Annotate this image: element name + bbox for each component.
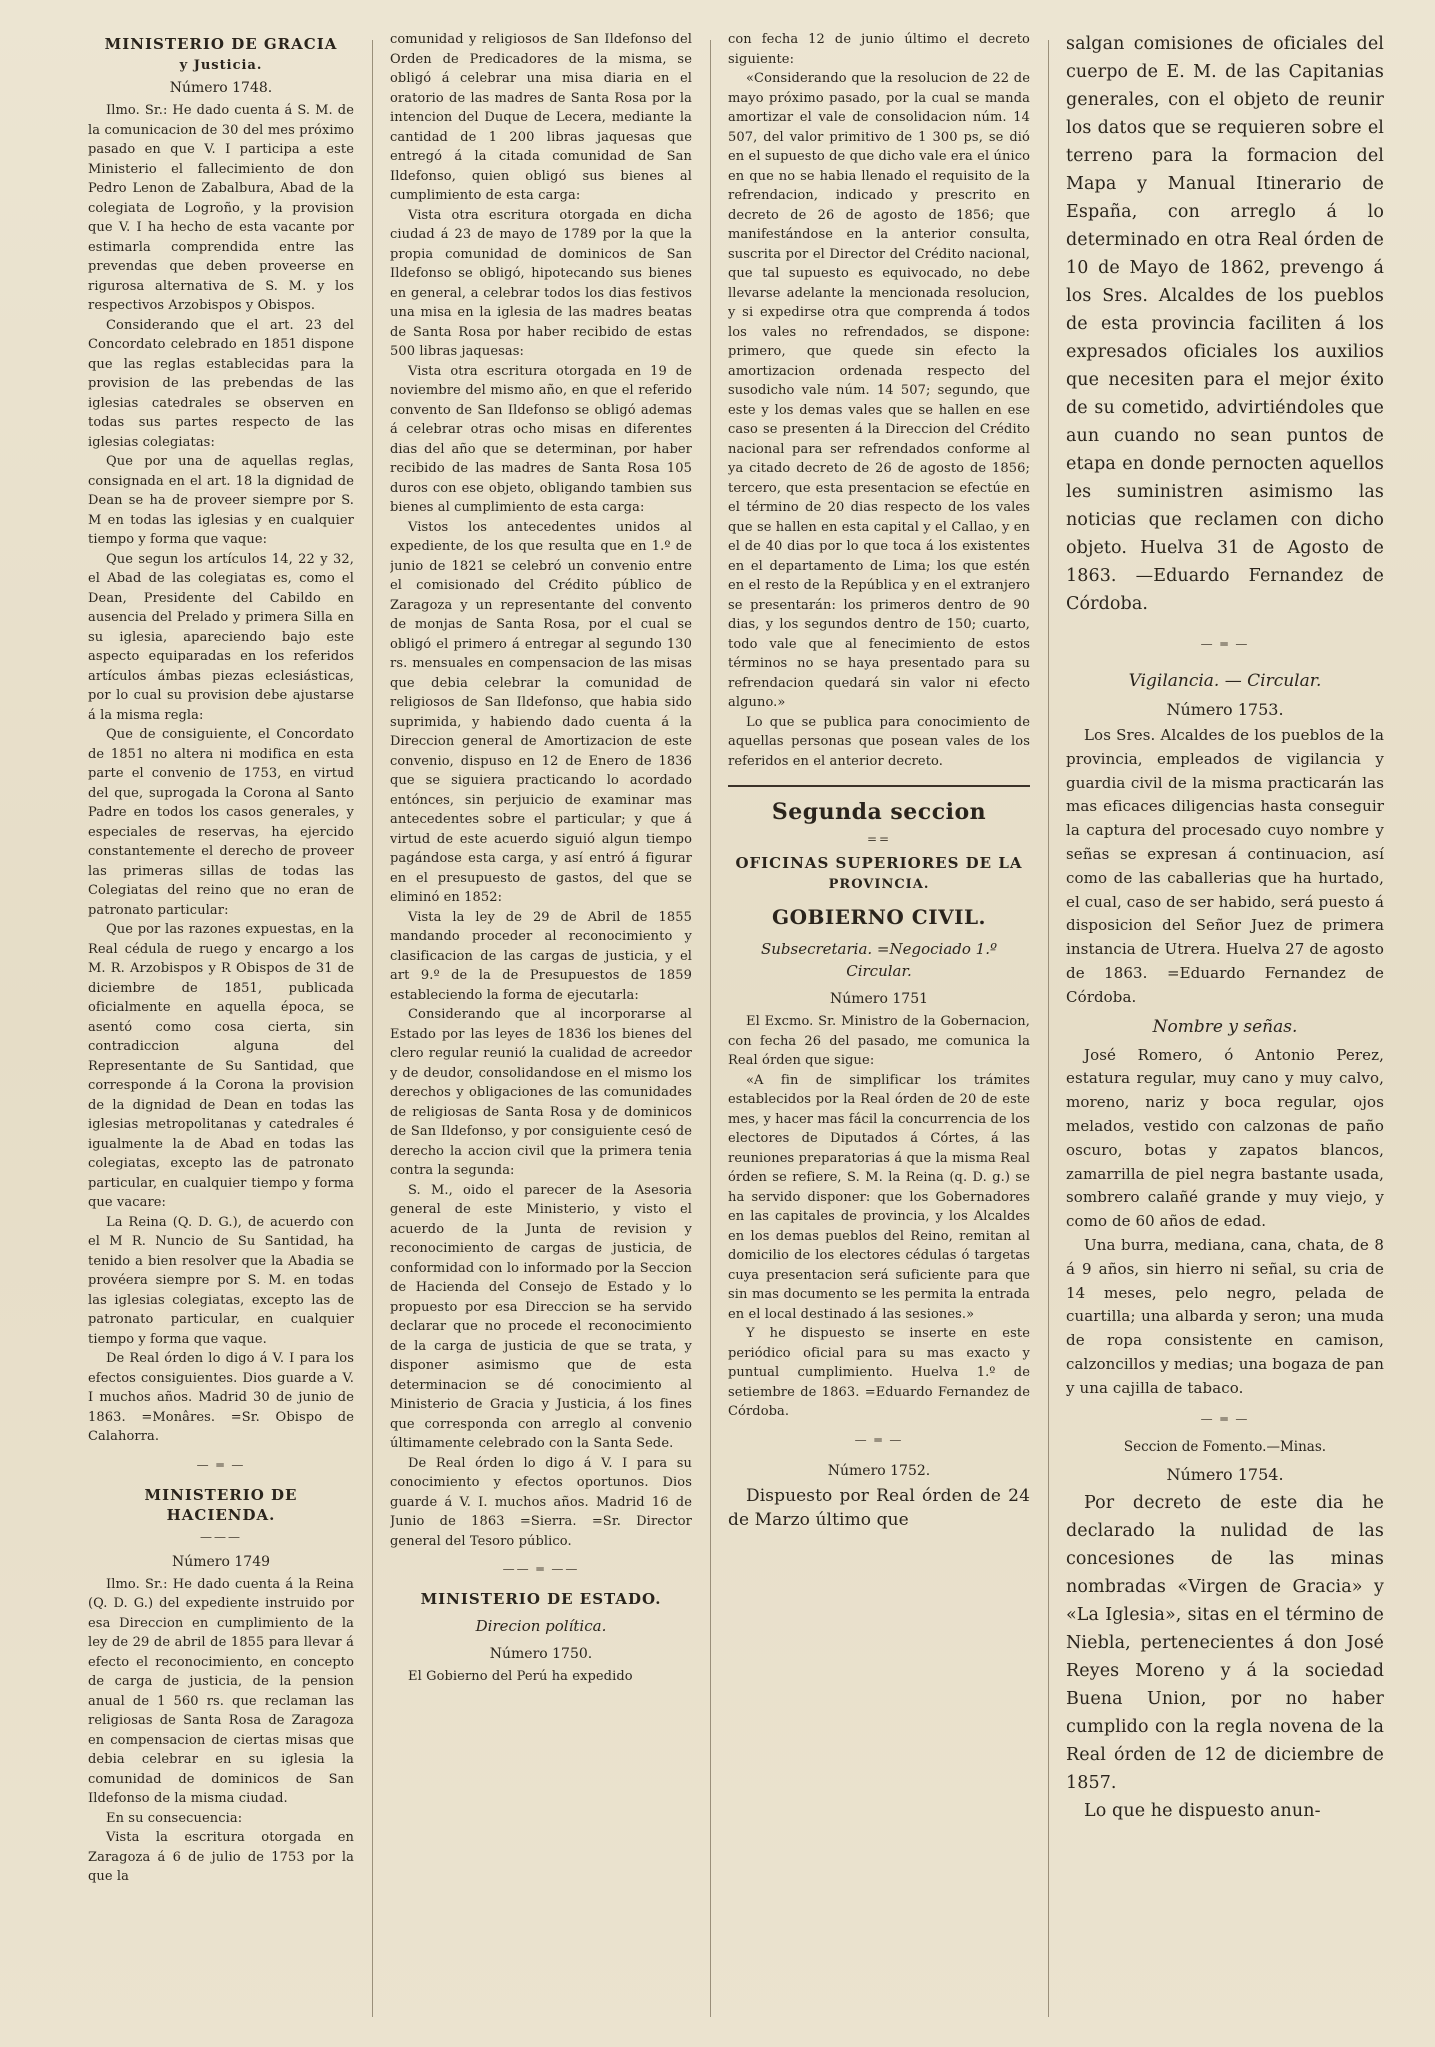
column-3 [728, 30, 1030, 2043]
segunda-seccion-heading: Segunda seccion [771, 799, 987, 825]
ministry-gracia-subheading: y Justicia. [179, 58, 263, 73]
paragraph: José Romero, ó Antonio Perez, estatura regular, muy cano y muy calvo, moreno, nariz y boca regular, ojos melados, vestido con calzonas de paño oscuro, botas y zapatos blancos, zamarrilla de piel negra bastante usada, sombrero calañé grande y muy viejo, y como de 60 años de edad. [1066, 1045, 1384, 1231]
paragraph: El Gobierno del Perú ha expedido [408, 1669, 633, 1684]
ministry-gracia-heading: MINISTERIO DE GRACIA [104, 35, 338, 53]
paragraph: Lo que se publica para conocimiento de aquellas personas que posean vales de los referidos en el anterior decreto. [728, 714, 1030, 769]
paragraph: con fecha 12 de junio último el decreto siguiente: [728, 32, 1030, 67]
decree-number: Número 1753. [1166, 700, 1284, 719]
decree-number: Número 1752. [827, 1462, 931, 1479]
separator: == [866, 832, 892, 846]
separator: ——— [200, 1529, 242, 1544]
decree-number: Número 1749 [171, 1553, 271, 1570]
paragraph: Vista la escritura otorgada en Zaragoza á 6 de julio de 1753 por la que la [88, 1830, 354, 1884]
column-4 [1066, 30, 1384, 2043]
paragraph: Vista la ley de 29 de Abril de 1855 mandando proceder al reconocimiento y clasificacion de las cargas de justicia, y el art 9.º de la de Presupuestos de 1859 estableciendo la forma de ejecutarla: [390, 909, 692, 1003]
decree-number: Número 1751 [829, 991, 929, 1007]
paragraph: Considerando que el art. 23 del Concordato celebrado en 1851 dispone que las reglas establecidas para la provision de las prebendas de las iglesias catedrales se observen en todas sus partes respecto de las iglesias colegiatas: [88, 317, 354, 450]
oficinas-heading: OFICINAS SUPERIORES DE LA [735, 854, 1023, 872]
column-2 [390, 30, 692, 2043]
ministry-hacienda-heading: MINISTERIO DE HACIENDA. [144, 1485, 298, 1524]
paragraph: En su consecuencia: [106, 1810, 243, 1826]
paragraph: Ilmo. Sr.: He dado cuenta á la Reina (Q. D. G.) del expediente instruido por esa Direccion en cumplimiento de la ley de 29 de abril de 1855 para llevar á efecto el reconocimiento, en concepto de carga de justicia, de la pension anual de 1 560 rs. que reclaman las religiosas de Santa Rosa de Zaragoza en compensacion de ciertas misas que debia celebrar en su iglesia la comunidad de dominicos de San Ildefonso de la misma ciudad. [88, 1576, 354, 1806]
gobierno-civil-heading: GOBIERNO CIVIL. [772, 905, 986, 929]
nombre-heading: Nombre y señas. [1152, 1016, 1298, 1037]
paragraph: Una burra, mediana, cana, chata, de 8 á 9 años, sin hierro ni señal, su cria de 14 meses, pelo negro, pelada de cuartilla; una albarda y seron; una muda de ropa consistente en camison, calzoncillos y medias; una bogaza de pan y una cajilla de tabaco. [1066, 1235, 1384, 1397]
separator: — ═ — [196, 1457, 246, 1472]
fomento-heading: Seccion de Fomento.—Minas. [1123, 1438, 1327, 1455]
section-rule [728, 785, 1030, 787]
paragraph: Considerando que al incorporarse al Estado por las leyes de 1836 los bienes del clero regular reunió la cualidad de acreedor y de deudor, consolidandose en el mismo los derechos y obligaciones de las comunidades de religiosas de Santa Rosa y de dominicos de San Ildefonso, y por consiguiente cesó de derecho la accion civil que la primera tenia contra la segunda: [390, 1007, 692, 1178]
separator: —— ═ —— [502, 1562, 580, 1576]
paragraph: Los Sres. Alcaldes de los pueblos de la provincia, empleados de vigilancia y guardia civil de la misma practicarán las mas eficaces diligencias hasta conseguir la captura del procesado cuyo nombre y señas se expresan á continuacion, así como de las caballerias que ha hurtado, el cual, caso de ser habido, será puesto á disposicion del Señor Juez de primera instancia de Utrera. Huelva 27 de agosto de 1863. =Eduardo Fernandez de Córdoba. [1066, 726, 1384, 1006]
ministry-estado-heading: MINISTERIO DE ESTADO. [420, 1590, 662, 1608]
paragraph: Por decreto de este dia he declarado la nulidad de las concesiones de las minas nombradas «Virgen de Gracia» y «La Iglesia», sitas en el término de Niebla, pertenecientes á don José Reyes Moreno y á la sociedad Buena Union, por no haber cumplido con la regla novena de la Real órden de 12 de diciembre de 1857. [1066, 1492, 1384, 1793]
separator: — ═ — [1200, 637, 1250, 651]
decree-number: Número 1748. [169, 80, 273, 96]
paragraph: Ilmo. Sr.: He dado cuenta á S. M. de la comunicacion de 30 del mes próximo pasado en que V. I participa a este Ministerio el fallecimiento de don Pedro Lenon de Zabalbura, Abad de la colegiata de Logroño, y la provision que V. I ha hecho de esta vacante por estimarla comprendida entre las prevendas que deben proveerse en rigurosa alternativa de S. M. y los respectivos Arzobispos y Obispos. [88, 103, 354, 313]
paragraph: Dispuesto por Real órden de 24 de Marzo último que [728, 1485, 1030, 1530]
paragraph: Que segun los artículos 14, 22 y 32, el Abad de las colegiatas es, como el Dean, Presidente del Cabildo en ausencia del Prelado y primera Silla en su iglesia, apareciendo bajo este aspecto equiparadas en los referidos artículos ámbas piezas eclesiásticas, por lo cual su provision debe ajustarse á la misma regla: [88, 551, 354, 723]
circular-heading: Circular. [846, 962, 912, 980]
paragraph: S. M., oido el parecer de la Asesoria general de este Ministerio, y visto el acuerdo de la Junta de revision y reconocimiento de cargas de justicia, de conformidad con lo informado por la Seccion de Hacienda del Consejo de Estado y lo propuesto por esa Direccion se ha servido declarar que no procede el reconocimiento de la carga de justicia de que se trata, y disponer asimismo que de esta determinacion se dé conocimiento al Ministerio de Gracia y Justicia, á los fines que corresponda con arreglo al convenio últimamente celebrado con la Santa Sede. [390, 1182, 692, 1451]
column-1 [88, 30, 354, 2043]
paragraph: Vista otra escritura otorgada en 19 de noviembre del mismo año, en que el referido convento de San Ildefonso se obligó ademas á celebrar otras ocho misas en diferentes dias del año que se determinan, por haber recibido de las madres de Santa Rosa 105 duros con ese objeto, obligando tambien sus bienes al cumplimiento de esta carga: [390, 363, 692, 515]
paragraph: Que por las razones expuestas, en la Real cédula de ruego y encargo a los M. R. Arzobispos y R Obispos de 31 de diciembre de 1851, publicada oficialmente en aquella época, se asentó como cosa cierta, sin contradiccion alguna del Representante de Su Santidad, que corresponde á la Corona la provision de la dignidad de Dean en todas las iglesias metropolitanas y catedrales é igualmente la de Abad en todas las colegiatas, excepto las de patronato particular, en cualquier tiempo y forma que vacare: [88, 922, 354, 1210]
separator: — ═ — [1200, 1411, 1250, 1426]
paragraph: Que de consiguiente, el Concordato de 1851 no altera ni modifica en esta parte el convenio de 1753, en virtud del que, suprogada la Corona al Santo Padre en todos los casos generales, y especiales de reservas, ha ejercido constantemente el derecho de proveer las primeras sillas de todas las Colegiatas del reino que no eran de patronato particular: [88, 727, 354, 918]
direccion-heading: Direcion política. [475, 1617, 607, 1635]
subsecretaria-heading: Subsecretaria. =Negociado 1.º [760, 940, 998, 958]
decree-number: Número 1754. [1166, 1464, 1284, 1484]
paragraph: De Real órden lo digo á V. I para los efectos consiguientes. Dios guarde a V. I muchos años. Madrid 30 de junio de 1863. =Monâres. =Sr. Obispo de Calahorra. [88, 1351, 354, 1444]
vigilancia-heading: Vigilancia. — Circular. [1128, 671, 1322, 691]
separator: — ═ — [854, 1432, 904, 1447]
paragraph: Y he dispuesto se inserte en este periódico oficial para su mas exacto y puntual cumplimiento. Huelva 1.º de setiembre de 1863. =Eduardo Fernandez de Córdoba. [728, 1326, 1030, 1419]
paragraph: Vista otra escritura otorgada en dicha ciudad á 23 de mayo de 1789 por la que la propia comunidad de dominicos de San Ildefonso se obligó, hipotecando sus bienes en general, a celebrar todos los dias festivos una misa en la iglesia de las madres beatas de Santa Rosa por haber recibido de estas 500 libras jaquesas: [390, 207, 692, 359]
paragraph: salgan comisiones de oficiales del cuerpo de E. M. de las Capitanias generales, con el objeto de reunir los datos que se requieren sobre el terreno para la formacion del Mapa y Manual Itinerario de España, con arreglo á lo determinado en otra Real órden de 10 de Mayo de 1862, prevengo á los Sres. Alcaldes de los pueblos de esta provincia faciliten á los expresados oficiales los auxilios que necesiten para el mejor éxito de su cometido, advirtiéndoles que aun cuando no sean puntos de etapa en donde pernocten aquellos les suministren asimismo las noticias que reclamen con dicho objeto. Huelva 31 de Agosto de 1863. —Eduardo Fernandez de Córdoba. [1066, 34, 1384, 614]
paragraph: Vistos los antecedentes unidos al expediente, de los que resulta que en 1.º de junio de 1821 se celebró un convenio entre el comisionado del Crédito público de Zaragoza y un representante del convento de monjas de Santa Rosa, por el cual se obligó el primero á entregar al segundo 130 rs. mensuales en compensacion de las misas que debia celebrar la comunidad de religiosos de San Ildefonso, que habia sido suprimida, y habiendo dado cuenta á la Direccion general de Amortizacion de este convenio, dispuso en 12 de Enero de 1836 que se siguiera practicando lo acordado entónces, sin perjuicio de examinar mas antecedentes sobre el particular; y que á virtud de este acuerdo siguió algun tiempo pagándose esta carga, y así entró á figurar en el presupuesto de gastos, del que se eliminó en 1852: [390, 519, 692, 905]
paragraph: De Real órden lo digo á V. I para su conocimiento y efectos oportunos. Dios guarde á V. I. muchos años. Madrid 16 de Junio de 1863 =Sierra. =Sr. Director general del Tesoro público. [390, 1455, 692, 1549]
paragraph: comunidad y religiosos de San Ildefonso del Orden de Predicadores de la misma, se obligó á celebrar una misa diaria en el oratorio de las madres de Santa Rosa por la intencion del Duque de Lecera, mediante la cantidad de 1 200 libras jaquesas que entregó á la citada comunidad de San Ildefonso, quien obligó sus bienes al cumplimiento de esta carga: [390, 32, 692, 203]
decree-number: Número 1750. [489, 1646, 593, 1662]
paragraph: El Excmo. Sr. Ministro de la Gobernacion, con fecha 26 del pasado, me comunica la Real órden que sigue: [728, 1014, 1030, 1068]
provincia-heading: PROVINCIA. [828, 877, 930, 892]
paragraph: «A fin de simplificar los trámites establecidos por la Real órden de 20 de este mes, y hacer mas fácil la concurrencia de los electores de Diputados á Córtes, á las reuniones preparatorias á que la misma Real órden se refiere, S. M. la Reina (q. D. g.) se ha servido disponer: que los Gobernadores en las capitales de provincia, y los Alcaldes en los demas pueblos del Reino, remitan al domicilio de los electores cédulas ó targetas cuya presentacion será suficiente para que sin mas documento se les permita la entrada en el local destinado á las sesiones.» [728, 1072, 1030, 1322]
paragraph: Lo que he dispuesto anun- [1084, 1800, 1321, 1821]
paragraph: Que por una de aquellas reglas, consignada en el art. 18 la dignidad de Dean se ha de proveer siempre por S. M en todas las iglesias y en cualquier tiempo y forma que vaque: [88, 454, 354, 547]
paragraph: «Considerando que la resolucion de 22 de mayo próximo pasado, por la cual se manda amortizar el vale de consolidacion núm. 14 507, del valor primitivo de 1 300 ps, se dió en el supuesto de que dicho vale era el único en que no se habia llenado el requisito de la refrendacion, indicado y prescrito en decreto de 26 de agosto de 1856; que manifestándose en la anterior consulta, suscrita por el Director del Crédito nacional, que tal supuesto es equivocado, no debe llevarse adelante la mencionada resolucion, y si expedirse otra que comprenda á todos los vales no refrendados, se dispone: primero, que quede sin efecto la amortizacion ordenada respecto del susodicho vale núm. 14 507; segundo, que este y los demas vales que se hallen en ese caso se presenten á la Direccion del Crédito nacional para ser refrendados conforme al ya citado decreto de 26 de agosto de 1856; tercero, que esta presentacion se efectúe en el término de 20 dias respecto de los vales que se hallen en esta capital y el Callao, y en el de 40 dias por lo que toca á los existentes en el departamento de Lima; los que estén en el resto de la República y en el extranjero se presentarán: los primeros dentro de 90 dias, y los segundos dentro de 150; cuarto, todo vale que al fenecimiento de estos términos no se haya presentado para su refrendacion quedará sin valor ni efecto alguno.» [728, 71, 1030, 710]
column-rule [710, 40, 711, 2017]
paragraph: La Reina (Q. D. G.), de acuerdo con el M R. Nuncio de Su Santidad, ha tenido a bien resolver que la Abadia se provéera siempre por S. M. en todas las iglesias colegiatas, excepto las de patronato particular, en cualquier tiempo y forma que vaque. [88, 1214, 354, 1347]
column-rule [1048, 40, 1049, 2017]
column-rule [372, 40, 373, 2017]
